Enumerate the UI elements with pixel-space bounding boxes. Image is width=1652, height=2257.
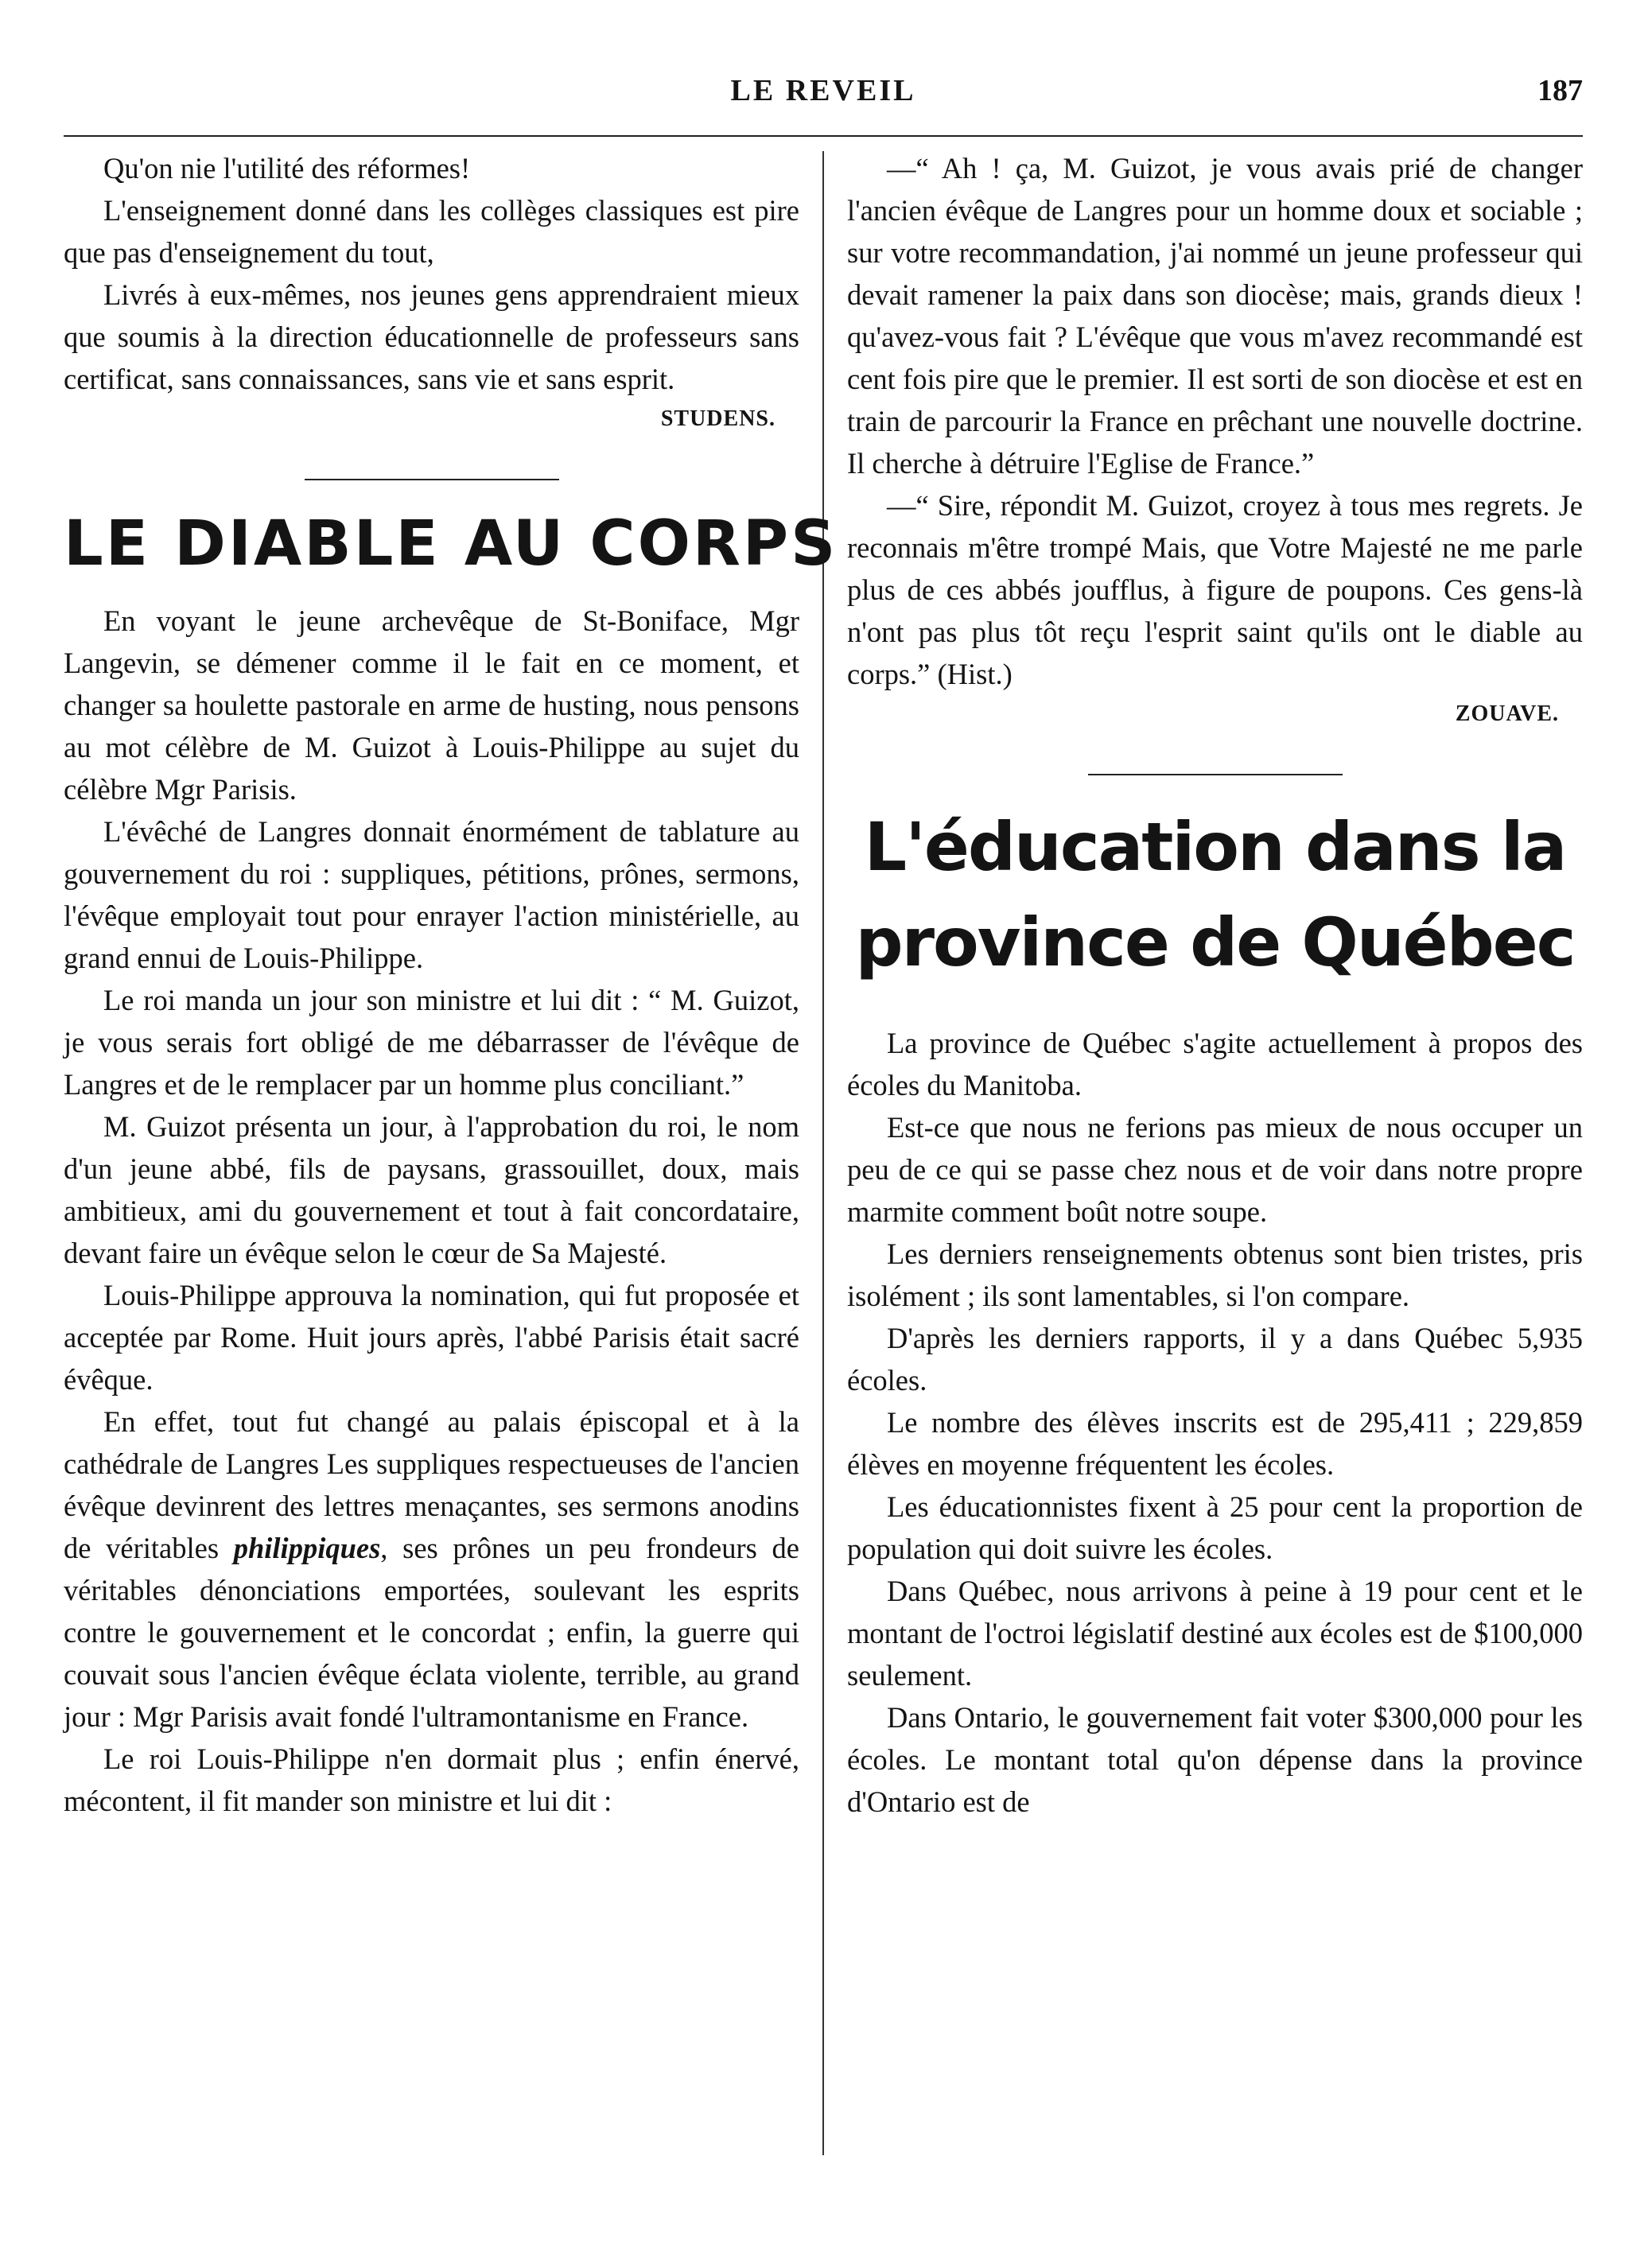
paragraph: L'enseignement donné dans les collèges classiques est pire que pas d'enseignement du tout,	[64, 194, 799, 269]
left-column	[64, 147, 838, 2241]
paragraph: Le roi manda un jour son ministre et lui dit : “ M. Guizot, je vous serais fort obligé de me débarrasser de l'évêque de Langres et de le remplacer par un homme plus conciliant.”	[64, 984, 799, 1101]
section-divider	[305, 479, 559, 480]
paragraph: Les éducationnistes fixent à 25 pour cent la proportion de population qui doit suivre les écoles.	[847, 1490, 1583, 1565]
signature-zouave: ZOUAVE.	[1455, 701, 1559, 726]
paragraph: Livrés à eux-mêmes, nos jeunes gens apprendraient mieux que soumis à la direction éducationnelle de professeurs sans certificat, sans connaissances, sans vie et sans esprit.	[64, 278, 799, 395]
text-run: En effet, tout fut changé au palais épiscopal et à la cathédrale de Langres Les suppliques respectueuses de l'ancien évêque devinrent des lettres menaçantes, ses sermons anodins de véritables	[64, 1405, 799, 1564]
italic-term: philippiques	[233, 1532, 381, 1564]
paragraph: L'évêché de Langres donnait énormément de tablature au gouvernement du roi : suppliques, pétitions, prônes, sermons, l'évêque employait tout pour enrayer l'action ministérielle, au grand ennui de Louis-Philippe.	[64, 815, 799, 974]
page-number: 187	[1537, 74, 1583, 107]
header-rule	[64, 135, 1583, 137]
paragraph: Le roi Louis-Philippe n'en dormait plus ; enfin énervé, mécontent, il fit mander son ministre et lui dit :	[64, 1742, 799, 1817]
paragraph: D'après les derniers rapports, il y a dans Québec 5,935 écoles.	[847, 1322, 1583, 1397]
paragraph: Dans Ontario, le gouvernement fait voter $300,000 pour les écoles. Le montant total qu'on dépense dans la province d'Ontario est de	[847, 1701, 1583, 1818]
paragraph: Qu'on nie l'utilité des réformes!	[103, 152, 471, 185]
paragraph: En voyant le jeune archevêque de St-Boniface, Mgr Langevin, se démener comme il le fait en ce moment, et changer sa houlette pastorale en arme de husting, nous pensons au mot célèbre de M. Guizot à Louis-Philippe au sujet du célèbre Mgr Parisis.	[64, 604, 799, 806]
paragraph: La province de Québec s'agite actuellement à propos des écoles du Manitoba.	[847, 1027, 1583, 1101]
paragraph: —“ Sire, répondit M. Guizot, croyez à tous mes regrets. Je reconnais m'être trompé Mais, que Votre Majesté ne me parle plus de ces abbés joufflus, à figure de poupons. Ces gens-là n'ont pas plus tôt reçu l'esprit saint qu'ils ont le diable au corps.” (Hist.)	[847, 489, 1583, 690]
text-run: , ses prônes un peu frondeurs de véritables dénonciations emportées, soulevant les esprits contre le gouvernement et le concordat ; enfin, la guerre qui couvait sous l'ancien évêque éclata violente, terrible, au grand jour : Mgr Parisis avait fondé l'ultramontanisme en France.	[64, 1532, 799, 1733]
paragraph: Les derniers renseignements obtenus sont bien tristes, pris isolément ; ils sont lamentables, si l'on compare.	[847, 1237, 1583, 1312]
column-divider	[822, 151, 824, 2155]
article-title: LE DIABLE AU CORPS	[64, 508, 838, 580]
paragraph	[64, 1400, 799, 1738]
right-column	[847, 147, 1583, 2241]
paragraph: Louis-Philippe approuva la nomination, qui fut proposée et acceptée par Rome. Huit jours après, l'abbé Parisis était sacré évêque.	[64, 1279, 799, 1396]
paragraph: Est-ce que nous ne ferions pas mieux de nous occuper un peu de ce qui se passe chez nous et de voir dans notre propre marmite comment boût notre soupe.	[847, 1111, 1583, 1228]
article-title: L'éducation dans la province de Québec	[855, 808, 1575, 981]
paragraph: Le nombre des élèves inscrits est de 295,411 ; 229,859 élèves en moyenne fréquentent les écoles.	[847, 1406, 1583, 1481]
paragraph: M. Guizot présenta un jour, à l'approbation du roi, le nom d'un jeune abbé, fils de paysans, grassouillet, doux, mais ambitieux, ami du gouvernement et tout à fait concordataire, devant faire un évêque selon le cœur de Sa Majesté.	[64, 1110, 799, 1269]
signature-studens: STUDENS.	[660, 406, 775, 431]
paragraph: —“ Ah ! ça, M. Guizot, je vous avais prié de changer l'ancien évêque de Langres pour un homme doux et sociable ; sur votre recommandation, j'ai nommé un jeune professeur qui devait ramener la paix dans son diocèse; mais, grands dieux ! qu'avez-vous fait ? L'évêque que vous m'avez recommandé est cent fois pire que le premier. Il est sorti de son diocèse et est en train de parcourir la France en prêchant une nouvelle doctrine. Il cherche à détruire l'Eglise de France.”	[847, 152, 1583, 480]
running-title: LE REVEIL	[730, 74, 916, 107]
page-header	[64, 73, 1583, 119]
paragraph: Dans Québec, nous arrivons à peine à 19 pour cent et le montant de l'octroi législatif destiné aux écoles est de $100,000 seulement.	[847, 1575, 1583, 1692]
section-divider	[1088, 774, 1343, 775]
